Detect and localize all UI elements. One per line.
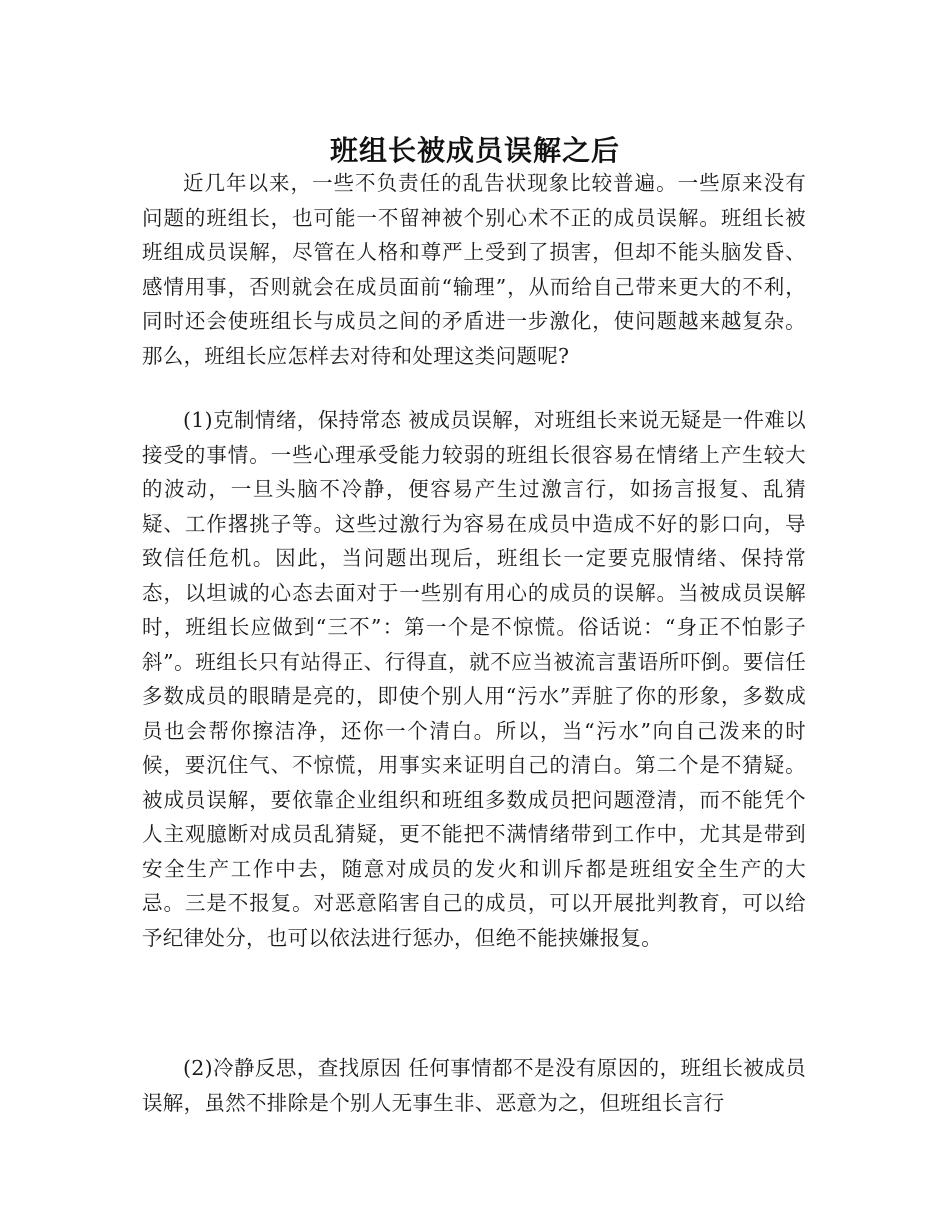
paragraph-intro: 近几年以来，一些不负责任的乱告状现象比较普遍。一些原来没有问题的班组长，也可能一不留神被个别心术不正的成员误解。班组长被班组成员误解，尽管在人格和尊严上受到了损害，但却不能头脑发昏、感情用事，否则就会在成员面前“输理”，从而给自己带来更大的不利，同时还会使班组长与成员之间的矛盾进一步激化，使问题越来越复杂。那么，班组长应怎样去对待和处理这类问题呢? xyxy=(142,171,806,368)
document-title: 班组长被成员误解之后 xyxy=(329,133,620,167)
paragraph-section-1: (1)克制情绪，保持常态 被成员误解，对班组长来说无疑是一件难以接受的事情。一些心理承受能力较弱的班组长很容易在情绪上产生较大的波动，一旦头脑不冷静，便容易产生过激言行，如扬言报复、乱猜疑、工作撂挑子等。这些过激行为容易在成员中造成不好的影口向，导致信任危机。因此，当问题出现后，班组长一定要克服情绪、保持常态，以坦诚的心态去面对于一些别有用心的成员的误解。当被成员误解时，班组长应做到“三不”：第一个是不惊慌。俗话说：“身正不怕影子斜”。班组长只有站得正、行得直，就不应当被流言蜚语所吓倒。要信任多数成员的眼睛是亮的，即使个别人用“污水”弄脏了你的形象，多数成员也会帮你擦洁净，还你一个清白。所以，当“污水”向自己泼来的时候，要沉住气、不惊慌，用事实来证明自己的清白。第二个是不猜疑。被成员误解，要依靠企业组织和班组多数成员把问题澄清，而不能凭个人主观臆断对成员乱猜疑，更不能把不满情绪带到工作中，尤其是带到安全生产工作中去，随意对成员的发火和训斥都是班组安全生产的大忌。三是不报复。对恶意陷害自己的成员，可以开展批判教育，可以给予纪律处分，也可以依法进行惩办，但绝不能挟嫌报复。 xyxy=(142,408,806,950)
paragraph-section-2: (2)冷静反思，查找原因 任何事情都不是没有原因的，班组长被成员误解，虽然不排除是个别人无事生非、恶意为之，但班组长言行 xyxy=(142,1056,806,1115)
